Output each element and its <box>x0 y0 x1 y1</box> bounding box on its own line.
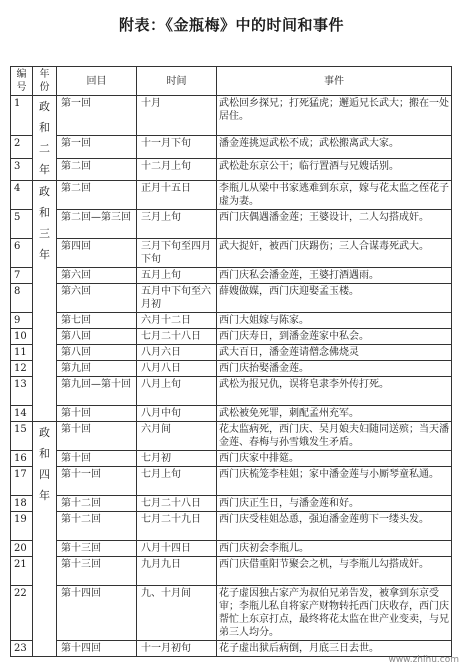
time-cell: 正月十五日 <box>137 181 217 210</box>
row-number: 23 <box>11 641 33 657</box>
row-number: 7 <box>11 268 33 284</box>
time-cell: 七月上旬 <box>137 467 217 496</box>
episode-cell: 第七回 <box>57 313 137 329</box>
header-episode: 回目 <box>57 67 137 96</box>
time-cell: 五月中下旬至六月初 <box>137 284 217 313</box>
episode-cell: 第八回 <box>57 329 137 345</box>
row-number: 4 <box>11 181 33 210</box>
table-row <box>11 496 452 512</box>
event-cell: 西门庆寿日，到潘金莲家中私会。 <box>217 329 452 345</box>
event-cell: 薛嫂做媒，西门庆迎娶孟玉楼。 <box>217 284 452 313</box>
time-cell: 七月二十八日 <box>137 329 217 345</box>
table-row <box>11 329 452 345</box>
episode-cell: 第十四回 <box>57 586 137 641</box>
year-cell: 政和四年 <box>33 422 57 657</box>
row-number: 5 <box>11 210 33 239</box>
event-cell: 西门庆受桂姐怂恿，强迫潘金莲剪下一缕头发。 <box>217 512 452 541</box>
time-cell: 九、十月间 <box>137 586 217 641</box>
episode-cell: 第六回 <box>57 268 137 284</box>
time-cell: 六月十二日 <box>137 313 217 329</box>
time-cell: 八月八日 <box>137 361 217 377</box>
row-number: 15 <box>11 422 33 451</box>
events-table-wrapper <box>10 66 451 667</box>
episode-cell: 第十回 <box>57 422 137 451</box>
episode-cell: 第一回 <box>57 136 137 158</box>
event-cell: 李瓶儿从梁中书家逃难到东京，嫁与花太监之侄花子虚为妻。 <box>217 181 452 210</box>
event-cell: 西门庆正生日，与潘金莲和好。 <box>217 496 452 512</box>
header-row <box>11 67 452 96</box>
table-row <box>11 210 452 239</box>
header-number: 编号 <box>11 67 33 96</box>
episode-cell: 第六回 <box>57 284 137 313</box>
events-table <box>10 66 452 657</box>
table-row <box>11 422 452 451</box>
page-title: 附表：《金瓶梅》中的时间和事件 <box>118 16 344 34</box>
table-row <box>11 541 452 557</box>
episode-cell: 第二回—第三回 <box>57 210 137 239</box>
table-row <box>11 136 452 158</box>
event-cell: 武松为报兄仇，误将皂隶李外传打死。 <box>217 377 452 406</box>
table-row <box>11 641 452 657</box>
time-cell: 八月上旬 <box>137 377 217 406</box>
event-cell: 武松被免死罪，刺配孟州充军。 <box>217 406 452 422</box>
time-cell: 三月下旬至四月下旬 <box>137 239 217 268</box>
row-number: 3 <box>11 158 33 180</box>
time-cell: 八月中旬 <box>137 406 217 422</box>
time-cell: 五月上旬 <box>137 268 217 284</box>
episode-cell: 第十回 <box>57 451 137 467</box>
row-number: 16 <box>11 451 33 467</box>
table-row <box>11 96 452 136</box>
header-time: 时间 <box>137 67 217 96</box>
event-cell: 潘金莲挑逗武松不成；武松搬离武大家。 <box>217 136 452 158</box>
row-number: 8 <box>11 284 33 313</box>
row-number: 6 <box>11 239 33 268</box>
table-row <box>11 345 452 361</box>
episode-cell: 第十回 <box>57 406 137 422</box>
table-row <box>11 313 452 329</box>
event-cell: 武松赴东京公干；临行置酒与兄嫂话别。 <box>217 158 452 180</box>
episode-cell: 第九回 <box>57 361 137 377</box>
episode-cell: 第四回 <box>57 239 137 268</box>
time-cell: 七月二十八日 <box>137 496 217 512</box>
row-number: 17 <box>11 467 33 496</box>
event-cell: 西门庆借重阳节聚会之机，与李瓶儿勾搭成奸。 <box>217 557 452 586</box>
episode-cell: 第十三回 <box>57 557 137 586</box>
time-cell: 七月初 <box>137 451 217 467</box>
watermark-text: www.zhihu.com <box>388 655 459 665</box>
row-number: 1 <box>11 96 33 136</box>
table-row <box>11 158 452 180</box>
time-cell: 十二月上旬 <box>137 158 217 180</box>
row-number: 19 <box>11 512 33 541</box>
time-cell: 十月 <box>137 96 217 136</box>
episode-cell: 第十二回 <box>57 496 137 512</box>
time-cell: 十一月初旬 <box>137 641 217 657</box>
time-cell: 八月六日 <box>137 345 217 361</box>
event-cell: 西门庆偶遇潘金莲；王婆设计，二人勾搭成奸。 <box>217 210 452 239</box>
row-number: 22 <box>11 586 33 641</box>
row-number: 2 <box>11 136 33 158</box>
year-cell: 政和三年 <box>33 181 57 422</box>
episode-cell: 第二回 <box>57 181 137 210</box>
row-number: 9 <box>11 313 33 329</box>
row-number: 10 <box>11 329 33 345</box>
time-cell: 八月十四日 <box>137 541 217 557</box>
table-row <box>11 361 452 377</box>
year-cell: 政和二年 <box>33 96 57 181</box>
episode-cell: 第一回 <box>57 96 137 136</box>
table-row <box>11 268 452 284</box>
episode-cell: 第八回 <box>57 345 137 361</box>
table-row <box>11 377 452 406</box>
event-cell: 西门庆初会李瓶儿。 <box>217 541 452 557</box>
header-event: 事件 <box>217 67 452 96</box>
event-cell: 花子虚出狱后病倒，月底三日去世。 <box>217 641 452 657</box>
event-cell: 武大百日，潘金莲请僧念佛烧灵 <box>217 345 452 361</box>
row-number: 11 <box>11 345 33 361</box>
row-number: 13 <box>11 377 33 406</box>
time-cell: 六月间 <box>137 422 217 451</box>
episode-cell: 第二回 <box>57 158 137 180</box>
episode-cell: 第十四回 <box>57 641 137 657</box>
table-row <box>11 451 452 467</box>
row-number: 18 <box>11 496 33 512</box>
event-cell: 西门庆梳笼李桂姐；家中潘金莲与小厮琴童私通。 <box>217 467 452 496</box>
time-cell: 七月二十九日 <box>137 512 217 541</box>
table-row <box>11 512 452 541</box>
event-cell: 西门庆私会潘金莲，王婆打酒遇雨。 <box>217 268 452 284</box>
episode-cell: 第十三回 <box>57 541 137 557</box>
table-row <box>11 467 452 496</box>
event-cell: 西门庆抬娶潘金莲。 <box>217 361 452 377</box>
row-number: 20 <box>11 541 33 557</box>
table-row <box>11 239 452 268</box>
time-cell: 三月上旬 <box>137 210 217 239</box>
header-year: 年份 <box>33 67 57 96</box>
table-row <box>11 181 452 210</box>
table-row <box>11 406 452 422</box>
episode-cell: 第十二回 <box>57 512 137 541</box>
event-cell: 西门庆家中排筵。 <box>217 451 452 467</box>
table-row <box>11 586 452 641</box>
table-row <box>11 557 452 586</box>
event-cell: 花子虚因独占家产为叔伯兄弟告发，被拿到东京受审；李瓶儿私自将家产财物转托西门庆收存，西门庆帮忙上东京打点，最终将花太监在世产业变卖，与兄弟三人均分。 <box>217 586 452 641</box>
row-number: 21 <box>11 557 33 586</box>
time-cell: 九月九日 <box>137 557 217 586</box>
event-cell: 武大捉奸，被西门庆踢伤；三人合谋毒死武大。 <box>217 239 452 268</box>
event-cell: 花太监病死，西门庆、吴月娘夫妇随同送殡；当天潘金莲、春梅与孙雪娥发生矛盾。 <box>217 422 452 451</box>
event-cell: 西门大姐嫁与陈家。 <box>217 313 452 329</box>
table-row <box>11 284 452 313</box>
row-number: 12 <box>11 361 33 377</box>
episode-cell: 第九回—第十回 <box>57 377 137 406</box>
event-cell: 武松回乡探兄；打死猛虎；邂逅兄长武大；搬在一处居住。 <box>217 96 452 136</box>
row-number: 14 <box>11 406 33 422</box>
episode-cell: 第十一回 <box>57 467 137 496</box>
time-cell: 十一月下旬 <box>137 136 217 158</box>
